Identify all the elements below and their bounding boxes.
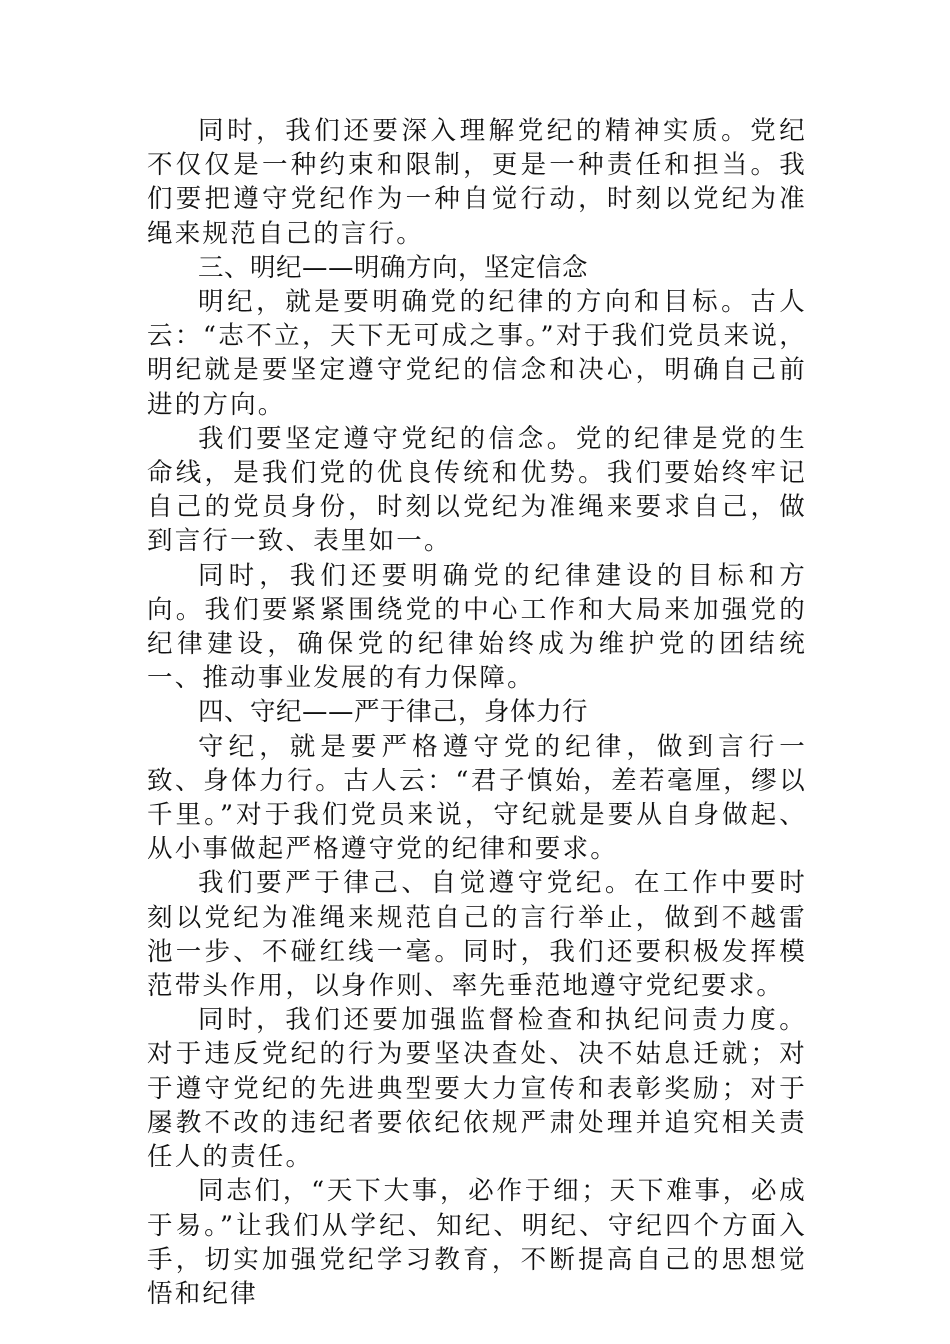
section-heading: 四、守纪——严于律己，身体力行: [198, 697, 589, 728]
paragraph: 明纪，就是要明确党的纪律的方向和目标。古人云：“志不立，天下无可成之事。”对于我们党员来说，明纪就是要坚定遵守党纪的信念和决心，明确自己前进的方向。: [147, 287, 807, 420]
paragraph: 同志们，“天下大事，必作于细；天下难事，必成于易。”让我们从学纪、知纪、明纪、守纪四个方面入手，切实加强党纪学习教育，不断提高自己的思想觉悟和纪律: [147, 1176, 807, 1309]
document-body: [147, 114, 807, 1311]
paragraph: 我们要严于律己、自觉遵守党纪。在工作中要时刻以党纪为准绳来规范自己的言行举止，做到不越雷池一步、不碰红线一毫。同时，我们还要积极发挥模范带头作用，以身作则、率先垂范地遵守党纪要求。: [147, 868, 807, 1002]
paragraph: 守纪，就是要严格遵守党的纪律，做到言行一致、身体力行。古人云：“君子慎始，差若毫厘，缪以千里。”对于我们党员来说，守纪就是要从自身做起、从小事做起严格遵守党的纪律和要求。: [147, 731, 807, 865]
paragraph: 同时，我们还要明确党的纪律建设的目标和方向。我们要紧紧围绕党的中心工作和大局来加强党的纪律建设，确保党的纪律始终成为维护党的团结统一、推动事业发展的有力保障。: [147, 560, 807, 694]
paragraph: 我们要坚定遵守党纪的信念。党的纪律是党的生命线，是我们党的优良传统和优势。我们要始终牢记自己的党员身份，时刻以党纪为准绳来要求自己，做到言行一致、表里如一。: [147, 423, 807, 557]
section-heading: 三、明纪——明确方向，坚定信念: [198, 252, 589, 283]
paragraph: 同时，我们还要加强监督检查和执纪问责力度。对于违反党纪的行为要坚决查处、决不姑息迁就；对于遵守党纪的先进典型要大力宣传和表彰奖励；对于屡教不改的违纪者要依纪依规严肃处理并追究相关责任人的责任。: [147, 1005, 807, 1173]
paragraph: 同时，我们还要深入理解党纪的精神实质。党纪不仅仅是一种约束和限制，更是一种责任和担当。我们要把遵守党纪作为一种自觉行动，时刻以党纪为准绳来规范自己的言行。: [147, 116, 807, 249]
